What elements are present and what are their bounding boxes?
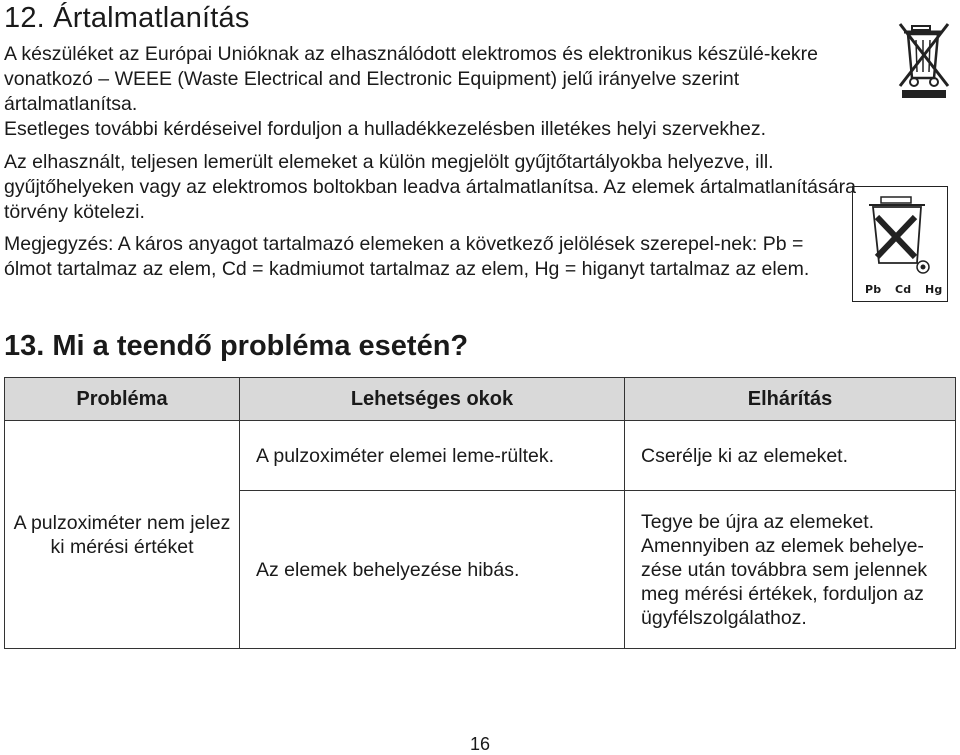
- remedy-cell: Tegye be újra az elemeket. Amennyiben az elemek behelye-zése után továbbra sem jelennek meg mérési értékek, forduljon az ügyfélszolgálathoz.: [625, 491, 956, 649]
- section-12-title: 12. Ártalmatlanítás: [4, 2, 250, 34]
- header-problem: Probléma: [5, 378, 240, 421]
- header-remedy: Elhárítás: [625, 378, 956, 421]
- battery-disposal-icon: [852, 186, 948, 302]
- battery-bin-graphic: [863, 193, 939, 281]
- cause-cell: A pulzoximéter elemei leme-rültek.: [240, 421, 625, 491]
- table-header-row: [5, 378, 956, 421]
- page-number: 16: [469, 734, 491, 754]
- authorities-paragraph: Esetleges további kérdéseivel forduljon a hulladékkezelésben illetékes helyi szervekhez.: [4, 118, 767, 140]
- battery-note-paragraph: Megjegyzés: A káros anyagot tartalmazó elemeken a következő jelölések szerepel-nek: Pb = ólmot tartalmaz az elem, Cd = kadmiumot tartalmaz az elem, Hg = higanyt tartalmaz az elem.: [4, 233, 810, 280]
- header-causes: Lehetséges okok: [240, 378, 625, 421]
- mercury-label: Hg: [925, 283, 943, 296]
- weee-paragraph: A készüléket az Európai Unióknak az elhasználódott elektromos és elektronikus készülé-kekre vonatkozó – WEEE (Waste Electrical and Electronic Equipment) jelű irányelve szerint ártalmatlanítsa.: [4, 43, 819, 115]
- section-13-title: 13. Mi a teendő probléma esetén?: [4, 330, 469, 362]
- cadmium-label: Cd: [895, 283, 912, 296]
- problem-cell: A pulzoximéter nem jelez ki mérési értéket: [5, 421, 240, 649]
- table-row: [5, 421, 956, 491]
- troubleshooting-table: [4, 377, 956, 649]
- crossed-out-wheelie-bin-icon: [898, 20, 950, 100]
- lead-label: Pb: [865, 283, 882, 296]
- cause-cell: Az elemek behelyezése hibás.: [240, 491, 625, 649]
- battery-disposal-paragraph: Az elhasznált, teljesen lemerült elemeket a külön megjelölt gyűjtőtartályokba helyezve, ill. gyűjtőhelyeken vagy az elektromos boltokban leadva ártalmatlanítsa. Az elemek ártalmatlanítására törvény kötelezi.: [4, 151, 856, 223]
- remedy-cell: Cserélje ki az elemeket.: [625, 421, 956, 491]
